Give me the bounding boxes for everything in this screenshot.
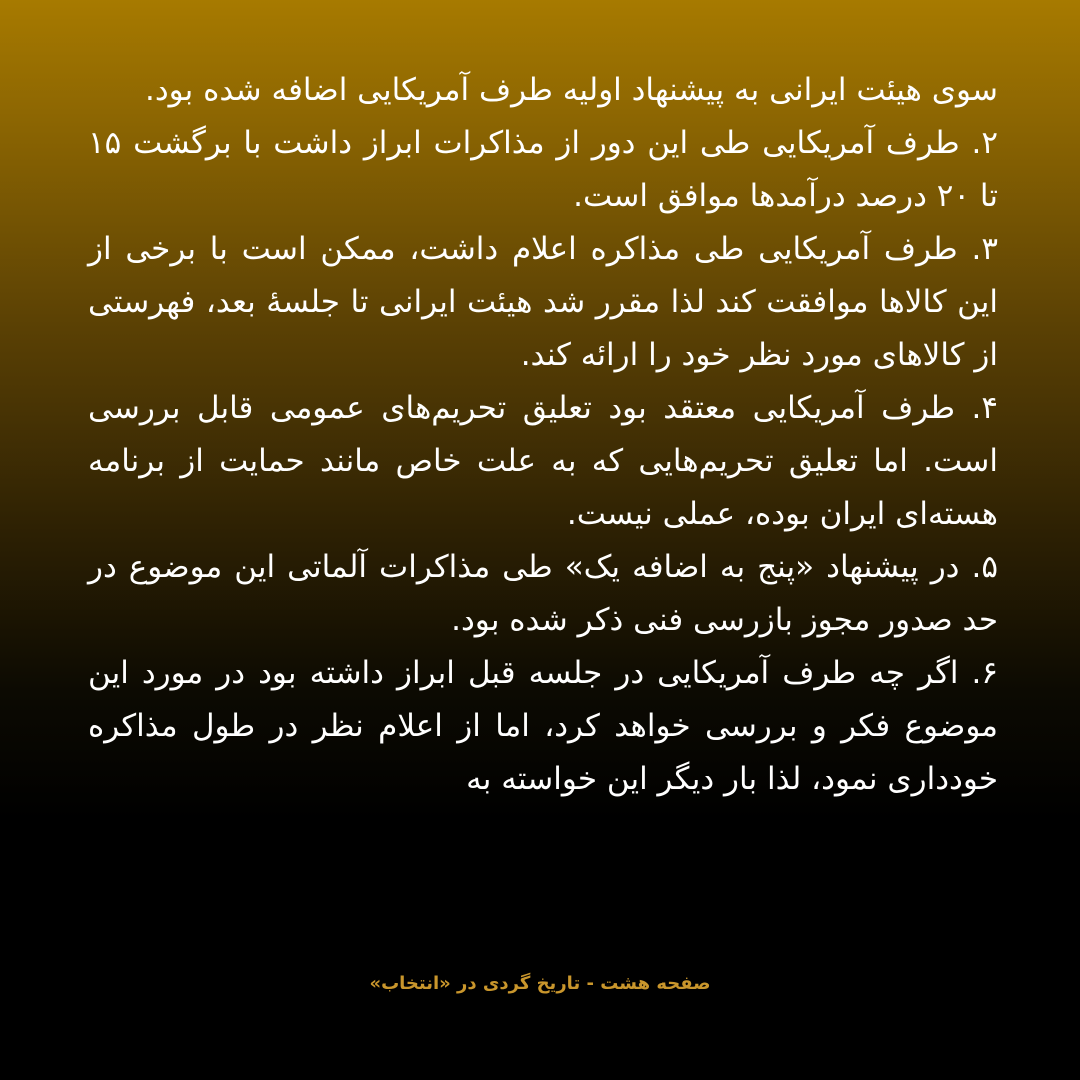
paragraph-continuation: سوی هیئت ایرانی به پیشنهاد اولیه طرف آمریکایی اضافه شده بود.	[145, 72, 998, 108]
paragraph-item-6: ۶. اگر چه طرف آمریکایی در جلسه قبل ابراز داشته بود در مورد این موضوع فکر و بررسی خواهد کرد، اما از اعلام نظر در طول مذاکره خودداری نمود، لذا بار دیگر این خواسته به	[88, 655, 998, 797]
paragraph-item-3: ۳. طرف آمریکایی طی مذاکره اعلام داشت، ممکن است با برخی از این کالاها موافقت کند لذا مقرر شد هیئت ایرانی تا جلسهٔ بعد، فهرستی از کالاهای مورد نظر خود را ارائه کند.	[88, 231, 998, 373]
paragraph-item-2: ۲. طرف آمریکایی طی این دور از مذاکرات ابراز داشت با برگشت ۱۵ تا ۲۰ درصد درآمدها موافق است.	[88, 125, 998, 214]
paragraph-item-5: ۵. در پیشنهاد «پنج به اضافه یک» طی مذاکرات آلماتی این موضوع در حد صدور مجوز بازرسی فنی ذکر شده بود.	[88, 549, 998, 638]
paragraph-item-4: ۴. طرف آمریکایی معتقد بود تعلیق تحریم‌های عمومی قابل بررسی است. اما تعلیق تحریم‌هایی که به علت خاص مانند حمایت از برنامه هسته‌ای ایران بوده، عملی نیست.	[88, 390, 998, 532]
page-footer-caption: صفحه هشت - تاریخ گردی در «انتخاب»	[369, 973, 711, 994]
article-body	[88, 64, 998, 806]
